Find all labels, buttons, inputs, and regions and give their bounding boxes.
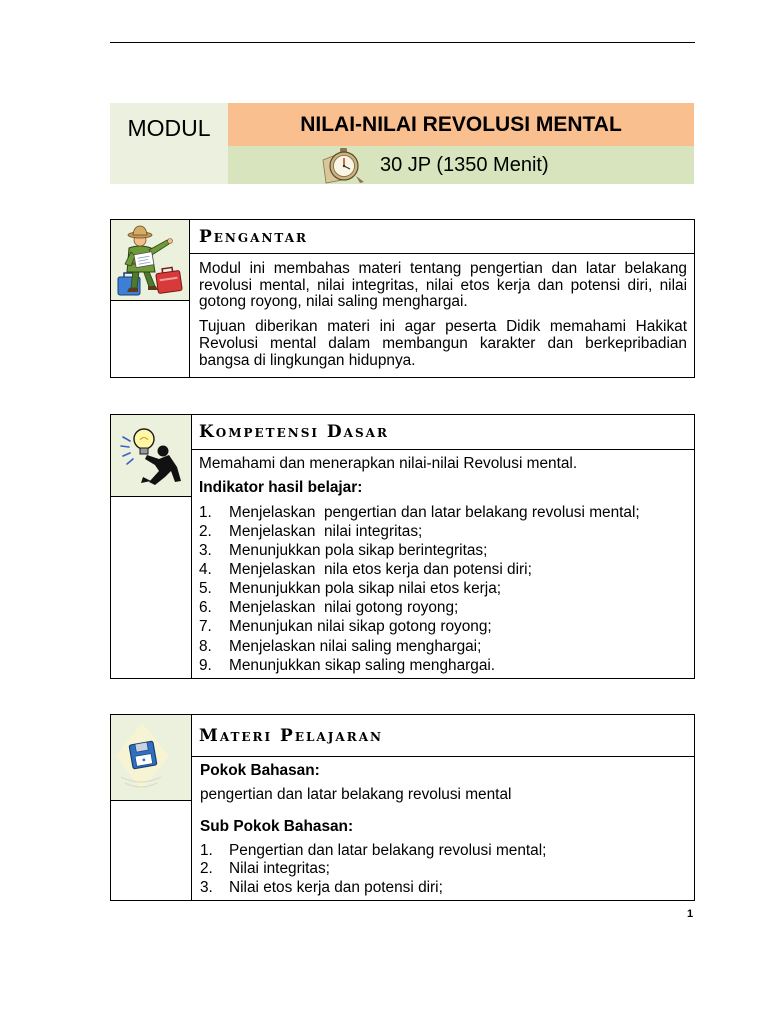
- section-heading: Kompetensi Dasar: [199, 422, 389, 442]
- list-item: [199, 637, 687, 656]
- modul-label-cell: [110, 103, 228, 184]
- competency-statement: Memahami dan menerapkan nilai-nilai Revolusi mental.: [199, 455, 578, 472]
- list-item: [200, 879, 688, 898]
- item-number: 2.: [200, 860, 213, 878]
- modul-label: MODUL: [127, 115, 211, 141]
- item-number: 8.: [199, 637, 212, 655]
- icon-cell: [111, 415, 191, 497]
- paragraph: Modul ini membahas materi tentang pengertian dan latar belakang revolusi mental, nilai integritas, nilai etos kerja dan potensi diri, nilai gotong royong, nilai saling menghargai.: [199, 260, 687, 311]
- module-title-band: [228, 103, 694, 146]
- item-text: Menjelaskan nila etos kerja dan potensi diri;: [229, 560, 532, 578]
- section-heading: Materi Pelajaran: [199, 725, 383, 746]
- list-item: [199, 541, 687, 560]
- stopwatch-icon: [320, 146, 366, 184]
- section-kompetensi-dasar: [110, 414, 695, 679]
- list-item: [199, 617, 687, 636]
- section-heading-row: [192, 715, 694, 757]
- list-item: [200, 842, 688, 861]
- item-number: 3.: [200, 878, 213, 896]
- item-number: 3.: [199, 541, 212, 559]
- list-item: [199, 579, 687, 598]
- item-number: 6.: [199, 599, 212, 617]
- section-heading-row: [190, 220, 694, 254]
- traveler-icon: [111, 220, 189, 300]
- item-number: 1.: [199, 503, 212, 521]
- icon-column: [111, 220, 190, 377]
- section-pengantar: [110, 219, 695, 378]
- item-text: Menjelaskan nilai gotong royong;: [229, 599, 459, 617]
- floppy-disk-icon: [111, 715, 191, 800]
- item-text: Nilai integritas;: [229, 860, 330, 878]
- section-body: [199, 455, 687, 675]
- item-text: Menunjukkan pola sikap berintegritas;: [229, 541, 488, 559]
- list-item: [199, 598, 687, 617]
- list-item: [200, 860, 688, 879]
- icon-cell: [111, 715, 191, 801]
- item-number: 1.: [200, 841, 213, 859]
- section-materi-pelajaran: [110, 714, 695, 901]
- list-item: [199, 503, 687, 522]
- duration-text: 30 JP (1350 Menit): [380, 153, 549, 176]
- list-item: [199, 656, 687, 675]
- paragraph: Tujuan diberikan materi ini agar peserta Didik memahami Hakikat Revolusi mental dalam membangun karakter dan berkepribadian bangsa di lingkungan hidupnya.: [199, 318, 687, 369]
- item-text: Menjelaskan pengertian dan latar belakang revolusi mental;: [229, 503, 640, 521]
- section-heading-row: [192, 415, 694, 450]
- pokok-bahasan-label: Pokok Bahasan:: [200, 762, 320, 779]
- indicator-list: [199, 503, 687, 675]
- lightbulb-figure-icon: [111, 415, 191, 496]
- item-text: Nilai etos kerja dan potensi diri;: [229, 878, 443, 896]
- list-item: [199, 522, 687, 541]
- icon-column: [111, 715, 192, 900]
- item-text: Menunjukkan pola sikap nilai etos kerja;: [229, 580, 502, 598]
- icon-cell: [111, 220, 189, 301]
- item-number: 9.: [199, 656, 212, 674]
- item-text: Pengertian dan latar belakang revolusi mental;: [229, 841, 547, 859]
- top-rule: [110, 42, 695, 43]
- list-item: [199, 560, 687, 579]
- section-body: [199, 261, 687, 369]
- indicator-label: Indikator hasil belajar:: [199, 479, 363, 496]
- item-text: Menjelaskan nilai saling menghargai;: [229, 637, 482, 655]
- item-number: 5.: [199, 580, 212, 598]
- section-heading: Pengantar: [199, 226, 308, 247]
- duration-band: [228, 146, 694, 184]
- pokok-bahasan-text: pengertian dan latar belakang revolusi mental: [200, 786, 512, 803]
- module-title: NILAI-NILAI REVOLUSI MENTAL: [300, 112, 622, 136]
- item-text: Menjelaskan nilai integritas;: [229, 522, 423, 540]
- item-number: 7.: [199, 618, 212, 636]
- item-text: Menunjukan nilai sikap gotong royong;: [229, 618, 492, 636]
- sub-topic-list: [200, 842, 688, 898]
- sub-pokok-bahasan-label: Sub Pokok Bahasan:: [200, 818, 354, 835]
- item-number: 2.: [199, 522, 212, 540]
- icon-column: [111, 415, 192, 678]
- page-number: 1: [687, 908, 694, 920]
- item-number: 4.: [199, 560, 212, 578]
- section-body: [200, 762, 688, 897]
- item-text: Menunjukkan sikap saling menghargai.: [229, 656, 496, 674]
